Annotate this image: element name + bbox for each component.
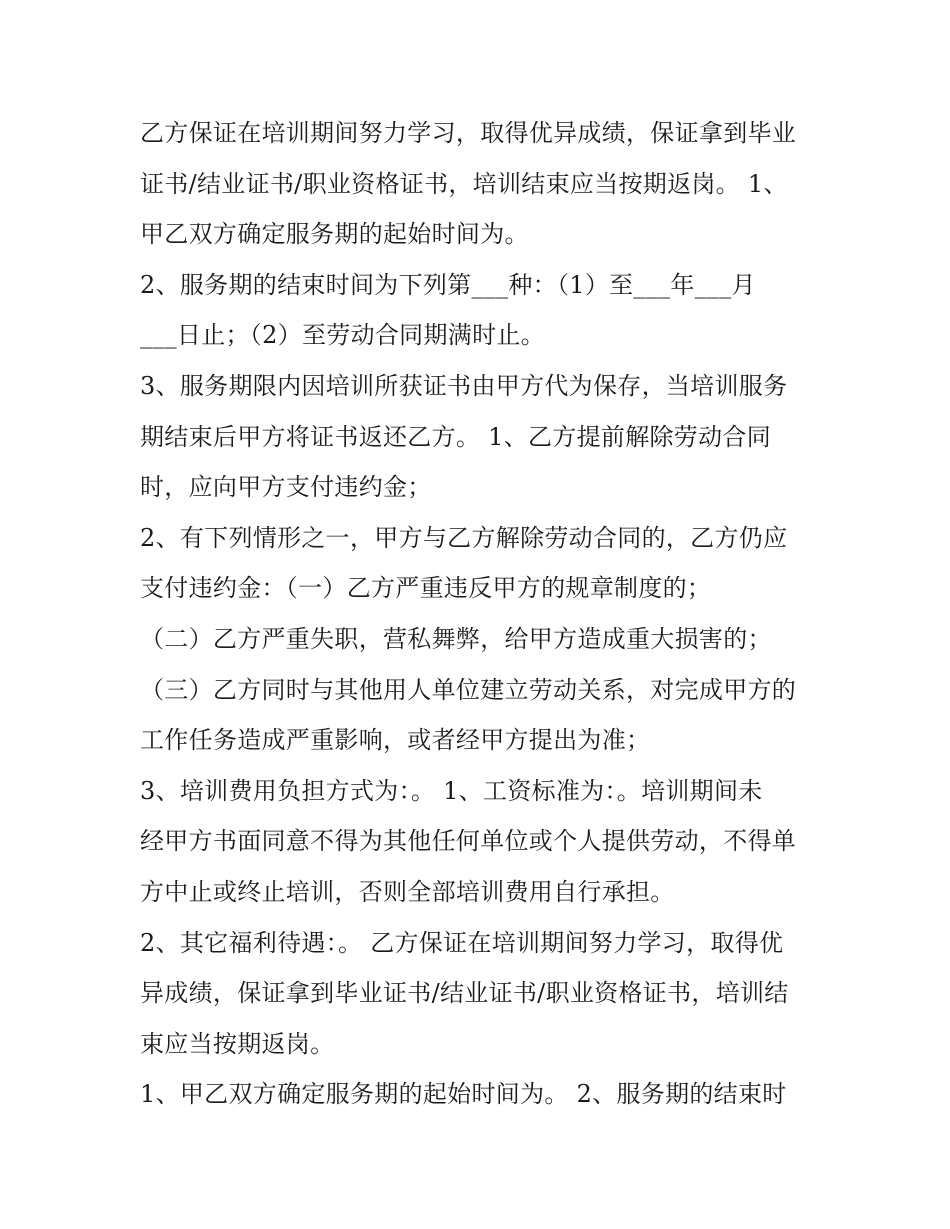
text-line: 乙方保证在培训期间努力学习，取得优异成绩，保证拿到毕业 bbox=[140, 119, 797, 147]
text-line: 甲乙双方确定服务期的起始时间为。 bbox=[140, 220, 529, 249]
text-line: 3、服务期限内因培训所获证书由甲方代为保存，当培训服务 bbox=[140, 371, 788, 400]
text-line: （二）乙方严重失职，营私舞弊，给甲方造成重大损害的； bbox=[140, 624, 772, 653]
text-line: 方中止或终止培训，否则全部培训费用自行承担。 bbox=[140, 877, 675, 906]
text-line: 异成绩，保证拿到毕业证书/结业证书/职业资格证书，培训结 bbox=[140, 979, 789, 1008]
document-body bbox=[140, 108, 820, 1120]
text-line: 期结束后甲方将证书返还乙方。 1、乙方提前解除劳动合同 bbox=[140, 422, 771, 451]
text-line: 支付违约金：（一）乙方严重违反甲方的规章制度的； bbox=[140, 574, 712, 603]
text-line: 束应当按期返岗。 bbox=[140, 1029, 335, 1058]
text-line: 时，应向甲方支付违约金； bbox=[140, 473, 432, 502]
text-line: 2、有下列情形之一，甲方与乙方解除劳动合同的，乙方仍应 bbox=[140, 523, 788, 552]
text-line: （三）乙方同时与其他用人单位建立劳动关系，对完成甲方的 bbox=[140, 675, 797, 704]
text-line: ___日止；（2）至劳动合同期满时止。 bbox=[140, 321, 545, 350]
text-line: 工作任务造成严重影响，或者经甲方提出为准； bbox=[140, 726, 651, 755]
text-line: 3、培训费用负担方式为：。 1、工资标准为：。培训期间未 bbox=[140, 776, 763, 805]
text-line: 2、服务期的结束时间为下列第___种：（1）至___年___月 bbox=[140, 270, 756, 299]
text-line: 经甲方书面同意不得为其他任何单位或个人提供劳动，不得单 bbox=[140, 827, 797, 856]
text-line: 证书/结业证书/职业资格证书，培训结束应当按期返岗。 1、 bbox=[140, 169, 788, 198]
text-line: 1、甲乙双方确定服务期的起始时间为。 2、服务期的结束时 bbox=[140, 1080, 787, 1109]
text-line: 2、其它福利待遇：。 乙方保证在培训期间努力学习，取得优 bbox=[140, 928, 784, 957]
